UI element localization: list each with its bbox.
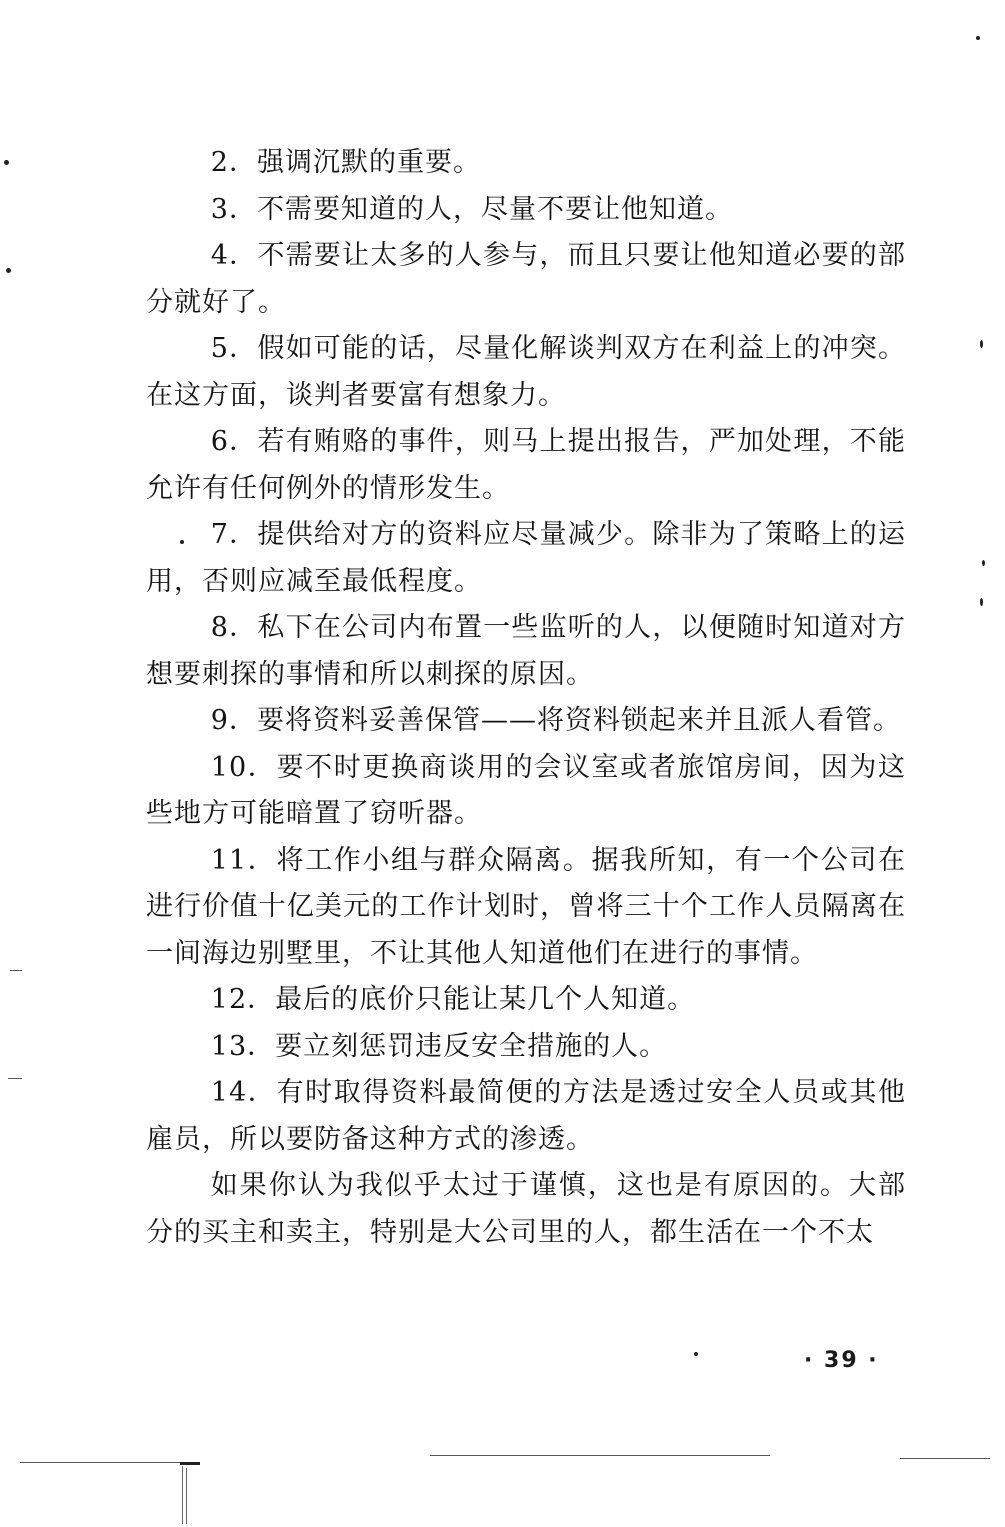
list-item: 8．私下在公司内布置一些监听的人，以便随时知道对方想要刺探的事情和所以刺探的原因。 xyxy=(146,612,906,690)
list-item: 2．强调沉默的重要。 xyxy=(210,147,481,178)
list-item: 5．假如可能的话，尽量化解谈判双方在利益上的冲突。在这方面，谈判者要富有想象力。 xyxy=(146,333,906,411)
scan-speck xyxy=(976,36,980,40)
list-item: 9．要将资料妥善保管——将资料锁起来并且派人看管。 xyxy=(210,705,901,736)
scan-speck xyxy=(982,560,985,566)
scan-speck xyxy=(6,268,11,273)
scan-mark xyxy=(182,1466,183,1524)
page-number: · 39 · xyxy=(804,1348,879,1373)
scan-speck xyxy=(694,1352,698,1356)
list-item: 11．将工作小组与群众隔离。据我所知，有一个公司在进行价值十亿美元的工作计划时，曾将三十个工作人员隔离在一间海边别墅里，不让其他人知道他们在进行的事情。 xyxy=(146,844,906,969)
scan-speck xyxy=(980,340,983,348)
list-item: 3．不需要知道的人，尽量不要让他知道。 xyxy=(210,193,733,225)
scan-speck xyxy=(180,540,184,544)
list-item: 14．有时取得资料最简便的方法是透过安全人员或其他雇员，所以要防备这种方式的渗透。 xyxy=(146,1077,906,1155)
scan-mark xyxy=(10,970,22,971)
list-item: 7．提供给对方的资料应尽量减少。除非为了策略上的运用，否则应减至最低程度。 xyxy=(146,519,906,597)
body-text xyxy=(146,140,906,1256)
scan-speck xyxy=(980,598,983,606)
closing-paragraph: 如果你认为我似乎太过于谨慎，这也是有原因的。大部分的买主和卖主，特别是大公司里的人，都生活在一个不太 xyxy=(146,1170,906,1248)
scan-mark xyxy=(900,1458,990,1459)
scan-mark xyxy=(430,1455,770,1456)
list-item: 12．最后的底价只能让某几个人知道。 xyxy=(210,984,696,1015)
scan-mark xyxy=(20,1462,180,1463)
scan-speck xyxy=(4,160,9,165)
list-item: 13．要立刻惩罚违反安全措施的人。 xyxy=(210,1030,668,1062)
list-item: 4．不需要让太多的人参与，而且只要让他知道必要的部分就好了。 xyxy=(146,240,906,318)
scan-mark xyxy=(186,1468,187,1524)
list-item: 6．若有贿赂的事件，则马上提出报告，严加处理，不能允许有任何例外的情形发生。 xyxy=(146,426,906,504)
list-item: 10．要不时更换商谈用的会议室或者旅馆房间，因为这些地方可能暗置了窃听器。 xyxy=(146,751,906,829)
scan-mark xyxy=(180,1462,200,1465)
scan-mark xyxy=(8,1078,22,1079)
